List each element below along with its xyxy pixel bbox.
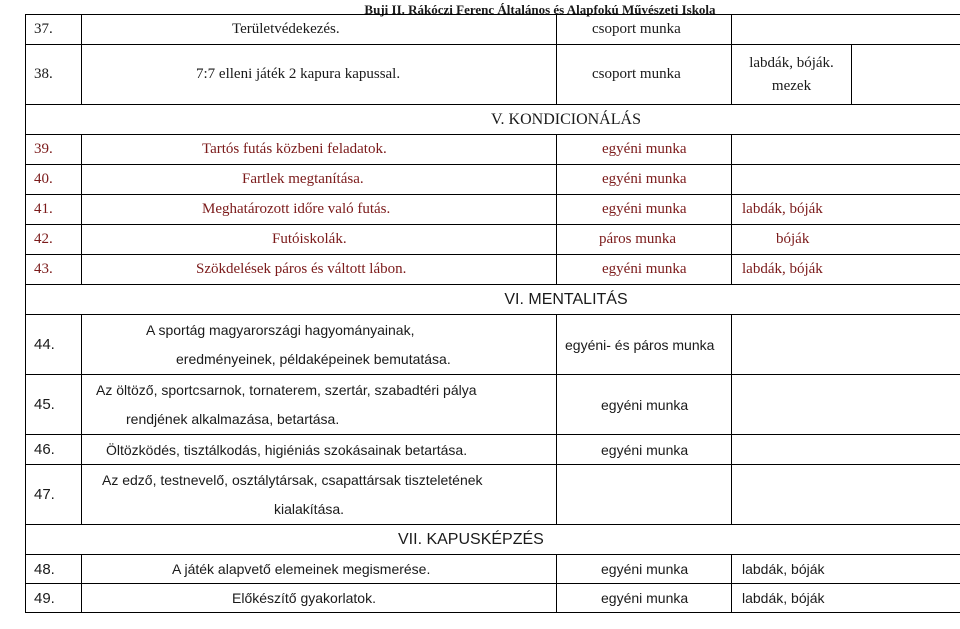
row-number: 42. [26,225,82,255]
activity-cell: Tartós futás közbeni feladatok. [82,135,557,165]
table-row [26,135,960,165]
method-cell: páros munka [557,225,732,255]
tools-cell: bóják [732,225,960,255]
section-row [26,285,960,315]
activity-line: Az edző, testnevelő, osztálytársak, csapattársak tiszteletének [102,471,483,488]
activity-line: eredményeinek, példaképeinek bemutatása. [176,350,451,367]
method-cell: egyéni munka [557,135,732,165]
activity-line: rendjének alkalmazása, betartása. [126,410,340,427]
activity-cell: Szökdelések páros és váltott lábon. [82,255,557,285]
table-row [26,225,960,255]
row-number: 47. [26,465,82,525]
table-row [26,375,960,435]
activity-cell: A játék alapvető elemeinek megismerése. [82,555,557,584]
activity-cell: Meghatározott időre való futás. [82,195,557,225]
method-cell: csoport munka [557,15,732,45]
activity-cell: Öltözködés, tisztálkodás, higiéniás szokásainak betartása. [82,435,557,465]
activity-cell: 7:7 elleni játék 2 kapura kapussal. [82,45,557,105]
tools-cell: labdák, bóják. mezek [732,45,852,105]
method-cell: egyéni munka [557,165,732,195]
row-number: 43. [26,255,82,285]
section-row [26,525,960,555]
method-cell: egyéni munka [557,255,732,285]
section-title-kapuskepzes: VII. KAPUSKÉPZÉS [26,525,960,555]
activity-line: Az öltöző, sportcsarnok, tornaterem, szertár, szabadtéri pálya [96,381,477,398]
method-cell: egyéni munka [557,435,732,465]
row-number: 48. [26,555,82,584]
method-cell: csoport munka [557,45,732,105]
table-row [26,195,960,225]
table-row [26,465,960,525]
row-number: 49. [26,584,82,613]
activity-cell: Fartlek megtanítása. [82,165,557,195]
row-number: 44. [26,315,82,375]
tools-cell: labdák, bóják [732,584,960,613]
activity-line: A sportág magyarországi hagyományainak, [146,321,415,338]
school-header: Buji II. Rákóczi Ferenc Általános és Alapfokú Művészeti Iskola [364,2,716,17]
method-cell: egyéni munka [557,195,732,225]
table-row [26,45,960,105]
tools-cell: labdák, bóják [732,555,960,584]
activity-cell [82,465,557,525]
activity-cell: Területvédekezés. [82,15,557,45]
row-number: 46. [26,435,82,465]
table-row [26,584,960,613]
activity-cell [82,315,557,375]
table-row [26,165,960,195]
tools-cell: labdák, bóják [732,195,960,225]
activity-cell [82,375,557,435]
curriculum-table [25,14,960,613]
activity-line: kialakítása. [274,500,345,517]
table-row [26,315,960,375]
row-number: 37. [26,15,82,45]
section-row [26,105,960,135]
tools-cell [732,15,960,45]
tools-cell [732,165,960,195]
method-cell: egyéni munka [557,555,732,584]
tools-cell [732,135,960,165]
method-cell: egyéni- és páros munka [557,315,732,375]
activity-cell: Futóiskolák. [82,225,557,255]
tools-cell: labdák, bóják [732,255,960,285]
activity-cell: Előkészítő gyakorlatok. [82,584,557,613]
row-number: 45. [26,375,82,435]
section-title-mentalitas: VI. MENTALITÁS [26,285,960,315]
method-cell: egyéni munka [557,375,732,435]
table-row [26,15,960,45]
table-row [26,435,960,465]
table-row [26,255,960,285]
row-number: 40. [26,165,82,195]
row-number: 38. [26,45,82,105]
method-cell: egyéni munka [557,584,732,613]
row-number: 39. [26,135,82,165]
section-title-kondicionalas: V. KONDICIONÁLÁS [26,105,960,135]
row-number: 41. [26,195,82,225]
table-row [26,555,960,584]
